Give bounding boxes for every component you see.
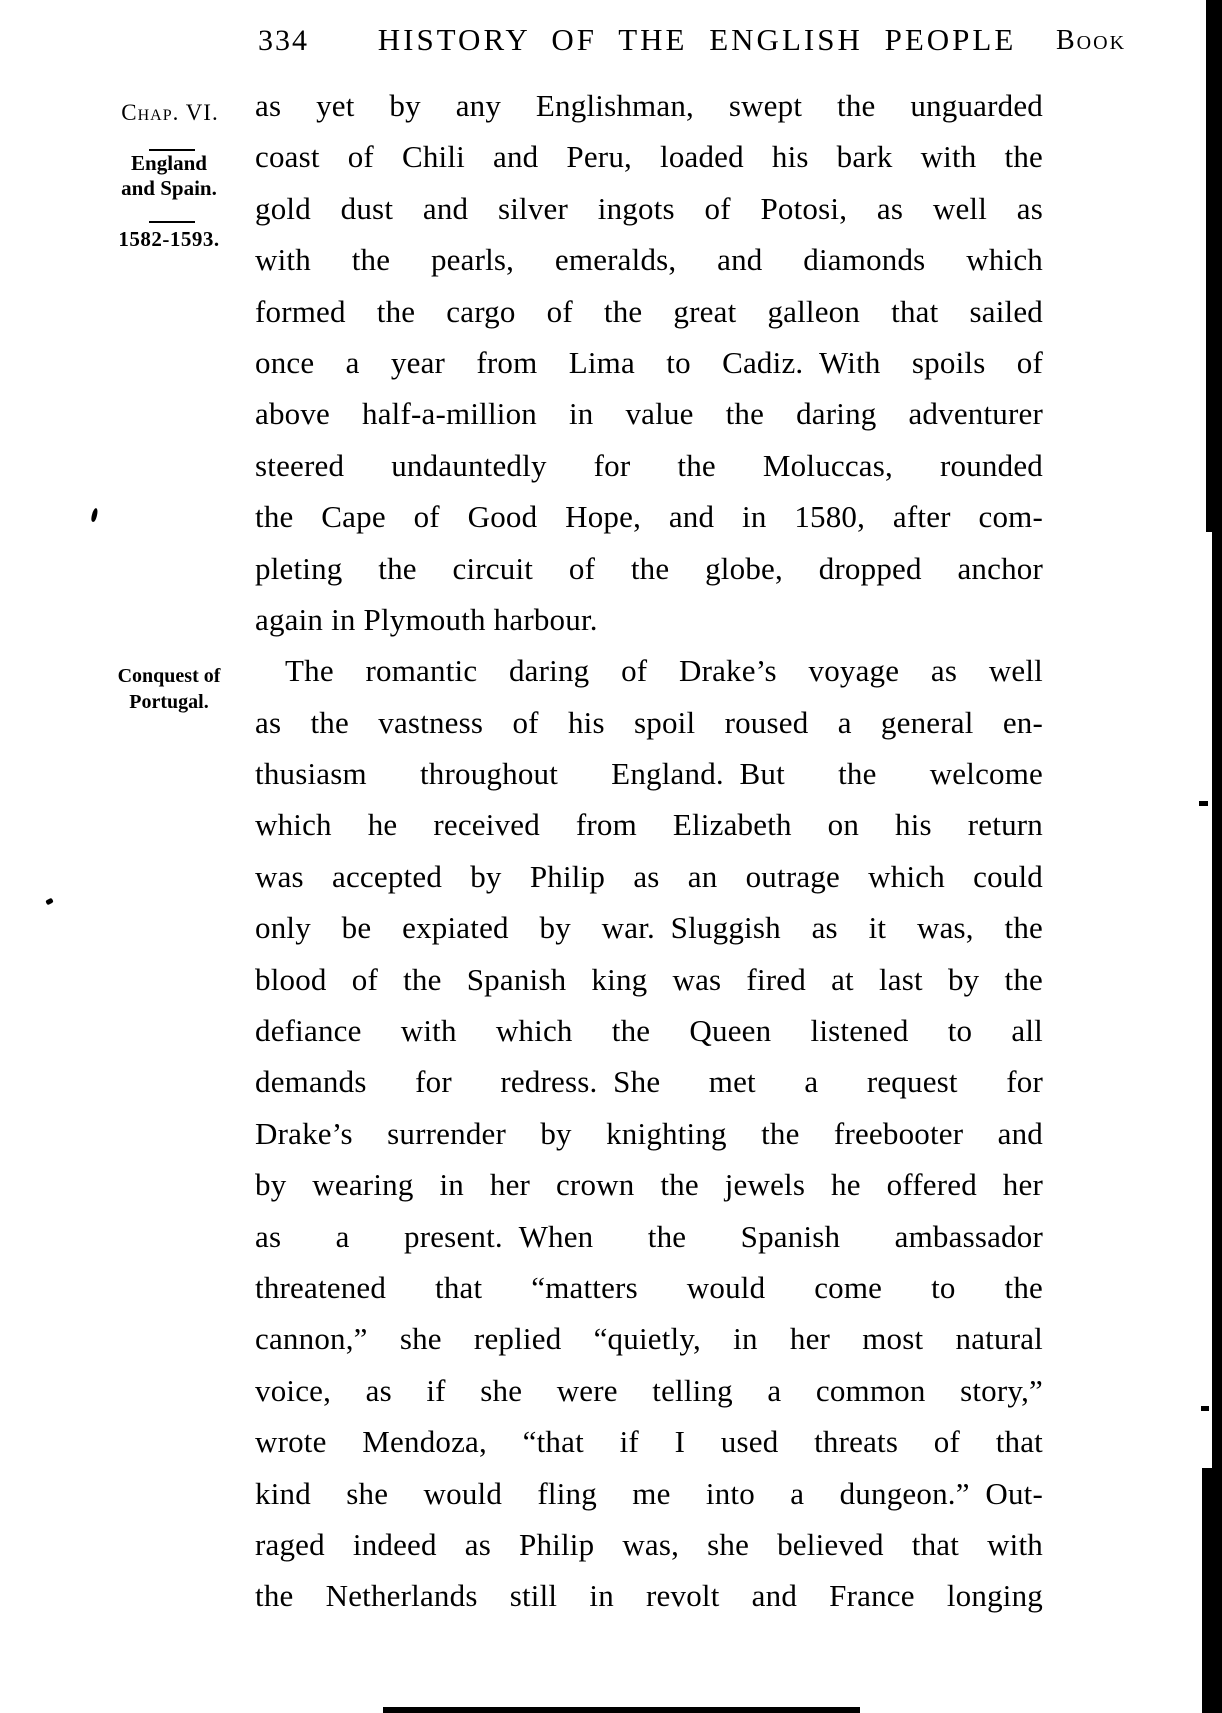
text-line: Drake’s surrender by knighting the freebooter and: [255, 1115, 1043, 1151]
text-line: which he received from Elizabeth on his return: [255, 807, 1043, 843]
text-line: demands for redress. She met a request for: [255, 1064, 1043, 1100]
body-text: [255, 80, 1043, 1622]
text-line: blood of the Spanish king was fired at last by the: [255, 961, 1043, 997]
margin-note-line: Conquest of: [117, 665, 221, 687]
margin-note-line: England: [131, 151, 207, 175]
text-line: thusiasm throughout England. But the welcome: [255, 756, 1043, 792]
margin-note-line: Portugal.: [129, 691, 209, 713]
scan-artifact-tick: [1201, 1406, 1209, 1411]
scan-artifact-speck: [90, 508, 98, 523]
text-line: the Cape of Good Hope, and in 1580, after com-: [255, 499, 1043, 535]
text-line: only be expiated by war. Sluggish as it was, the: [255, 910, 1043, 946]
text-line: The romantic daring of Drake’s voyage as well: [285, 653, 1043, 689]
text-line: steered undauntedly for the Moluccas, rounded: [255, 447, 1043, 483]
margin-note-line: and Spain.: [121, 176, 217, 200]
scan-artifact-speck: [45, 898, 54, 906]
margin-rule: [149, 221, 195, 223]
text-line: as the vastness of his spoil roused a general en-: [255, 704, 1043, 740]
scan-artifact-right-bar-top: [1206, 0, 1222, 532]
text-line: voice, as if she were telling a common story,”: [255, 1372, 1043, 1408]
text-line: as yet by any Englishman, swept the unguarded: [255, 88, 1043, 123]
margin-note-conquest-portugal: [88, 663, 250, 715]
text-line: above half-a-million in value the daring adventurer: [255, 396, 1043, 432]
book-label: Book: [1056, 25, 1127, 56]
text-line: coast of Chili and Peru, loaded his bark with the: [255, 139, 1043, 175]
text-line: the Netherlands still in revolt and France longing: [255, 1578, 1043, 1614]
text-line: gold dust and silver ingots of Potosi, as well as: [255, 190, 1043, 226]
margin-note-england-spain: [88, 151, 250, 201]
text-line: as a present. When the Spanish ambassador: [255, 1218, 1043, 1254]
text-line: defiance with which the Queen listened to all: [255, 1013, 1043, 1049]
page-number: 334: [258, 24, 309, 57]
text-line: raged indeed as Philip was, she believed that with: [255, 1526, 1043, 1562]
scan-artifact-bottom-bar: [383, 1707, 860, 1713]
text-line: again in Plymouth harbour.: [255, 601, 598, 637]
text-line: was accepted by Philip as an outrage which could: [255, 858, 1043, 894]
text-line: by wearing in her crown the jewels he offered her: [255, 1167, 1043, 1203]
scan-artifact-right-bar-bottom: [1202, 1468, 1222, 1713]
text-line: cannon,” she replied “quietly, in her most natural: [255, 1321, 1043, 1357]
text-line: with the pearls, emeralds, and diamonds which: [255, 242, 1043, 278]
scan-artifact-right-bar-middle: [1212, 532, 1222, 1468]
scan-artifact-tick: [1199, 801, 1208, 806]
text-line: wrote Mendoza, “that if I used threats of that: [255, 1424, 1043, 1460]
text-line: kind she would fling me into a dungeon.” Out-: [255, 1475, 1043, 1511]
margin-chapter-label: Chap. VI.: [121, 100, 219, 125]
text-line: once a year from Lima to Cadiz. With spoils of: [255, 344, 1043, 380]
text-line: threatened that “matters would come to the: [255, 1269, 1043, 1305]
text-line: pleting the circuit of the globe, dropped anchor: [255, 550, 1043, 586]
text-line: formed the cargo of the great galleon that sailed: [255, 293, 1043, 329]
margin-date-range: 1582-1593.: [118, 227, 220, 251]
running-title: HISTORY OF THE ENGLISH PEOPLE: [377, 22, 1017, 57]
